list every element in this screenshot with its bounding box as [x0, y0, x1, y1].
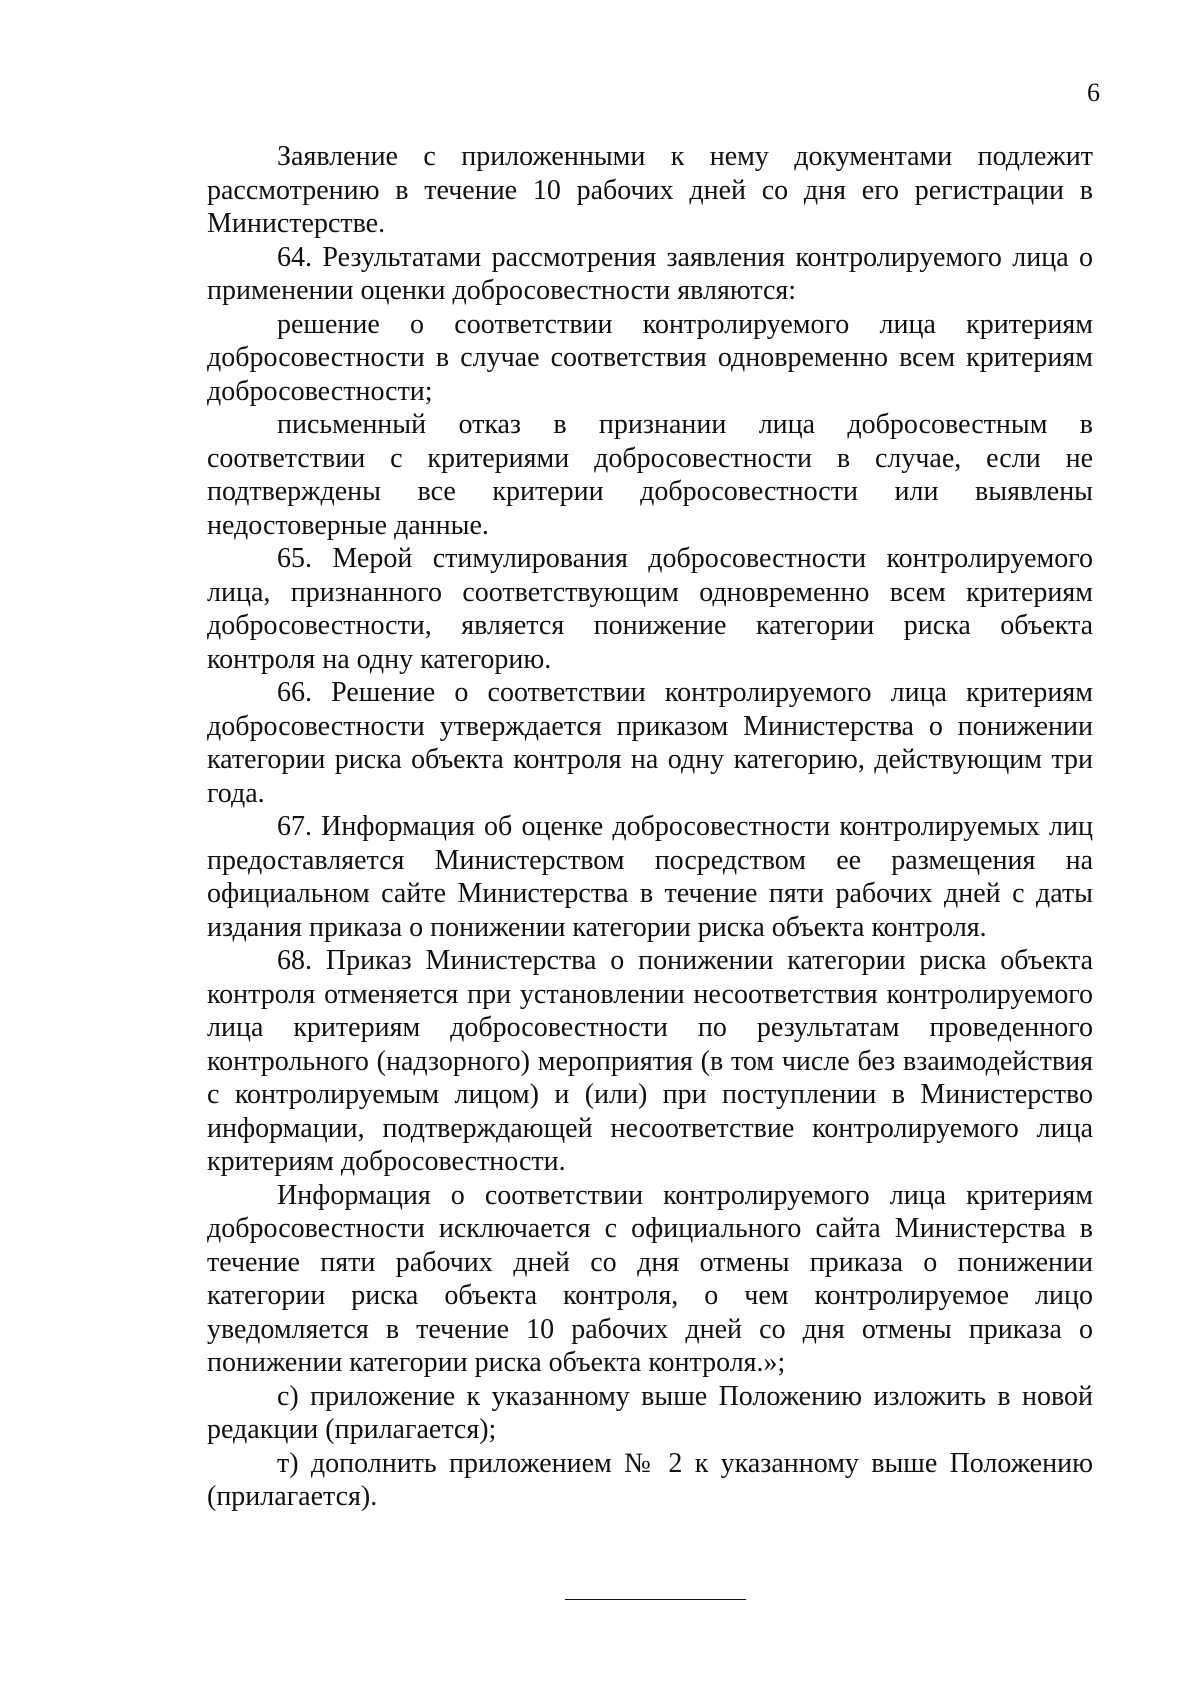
- paragraph-decision-compliance: решение о соответствии контролируемого лица критериям добросовестности в случае соответствия одновременно всем критериям добросовестности;: [207, 308, 1093, 407]
- paragraph-66: 66. Решение о соответствии контролируемого лица критериям добросовестности утверждается приказом Министерства о понижении категории риска объекта контроля на одну категорию, действующим три года.: [207, 677, 1093, 809]
- paragraph-68: 68. Приказ Министерства о понижении категории риска объекта контроля отменяется при установлении несоответствия контролируемого лица критериям добросовестности по результатам проведенного контрольного (надзорного) мероприятия (в том числе без взаимодействия с контролируемым лицом) и (или) при поступлении в Министерство информации, подтверждающей несоответствие контролируемого лица критериям добросовестности.: [207, 945, 1093, 1177]
- page-number: 6: [1087, 78, 1100, 107]
- closing-rule-line: [565, 1599, 746, 1600]
- paragraph-64: 64. Результатами рассмотрения заявления контролируемого лица о применении оценки добросовестности являются:: [207, 241, 1093, 306]
- paragraph-67: 67. Информация об оценке добросовестности контролируемых лиц предоставляется Министерством посредством ее размещения на официальном сайте Министерства в течение пяти рабочих дней с даты издания приказа о понижении категории риска объекта контроля.: [207, 811, 1093, 943]
- paragraph-information-removal: Информация о соответствии контролируемого лица критериям добросовестности исключается с официального сайта Министерства в течение пяти рабочих дней со дня отмены приказа о понижении категории риска объекта контроля, о чем контролируемое лицо уведомляется в течение 10 рабочих дней со дня отмены приказа о понижении категории риска объекта контроля.»;: [207, 1179, 1093, 1378]
- paragraph-65: 65. Мерой стимулирования добросовестности контролируемого лица, признанного соответствующим одновременно всем критериям добросовестности, является понижение категории риска объекта контроля на одну категорию.: [207, 543, 1093, 675]
- paragraph-application-review: Заявление с приложенными к нему документами подлежит рассмотрению в течение 10 рабочих дней со дня его регистрации в Министерстве.: [207, 141, 1093, 239]
- paragraph-item-s: с) приложение к указанному выше Положению изложить в новой редакции (прилагается);: [207, 1380, 1093, 1445]
- paragraph-written-refusal: письменный отказ в признании лица добросовестным в соответствии с критериями добросовестности в случае, если не подтверждены все критерии добросовестности или выявлены недостоверные данные.: [207, 409, 1093, 541]
- paragraph-item-t: т) дополнить приложением № 2 к указанному выше Положению (прилагается).: [207, 1447, 1093, 1512]
- document-body: [207, 140, 1093, 1514]
